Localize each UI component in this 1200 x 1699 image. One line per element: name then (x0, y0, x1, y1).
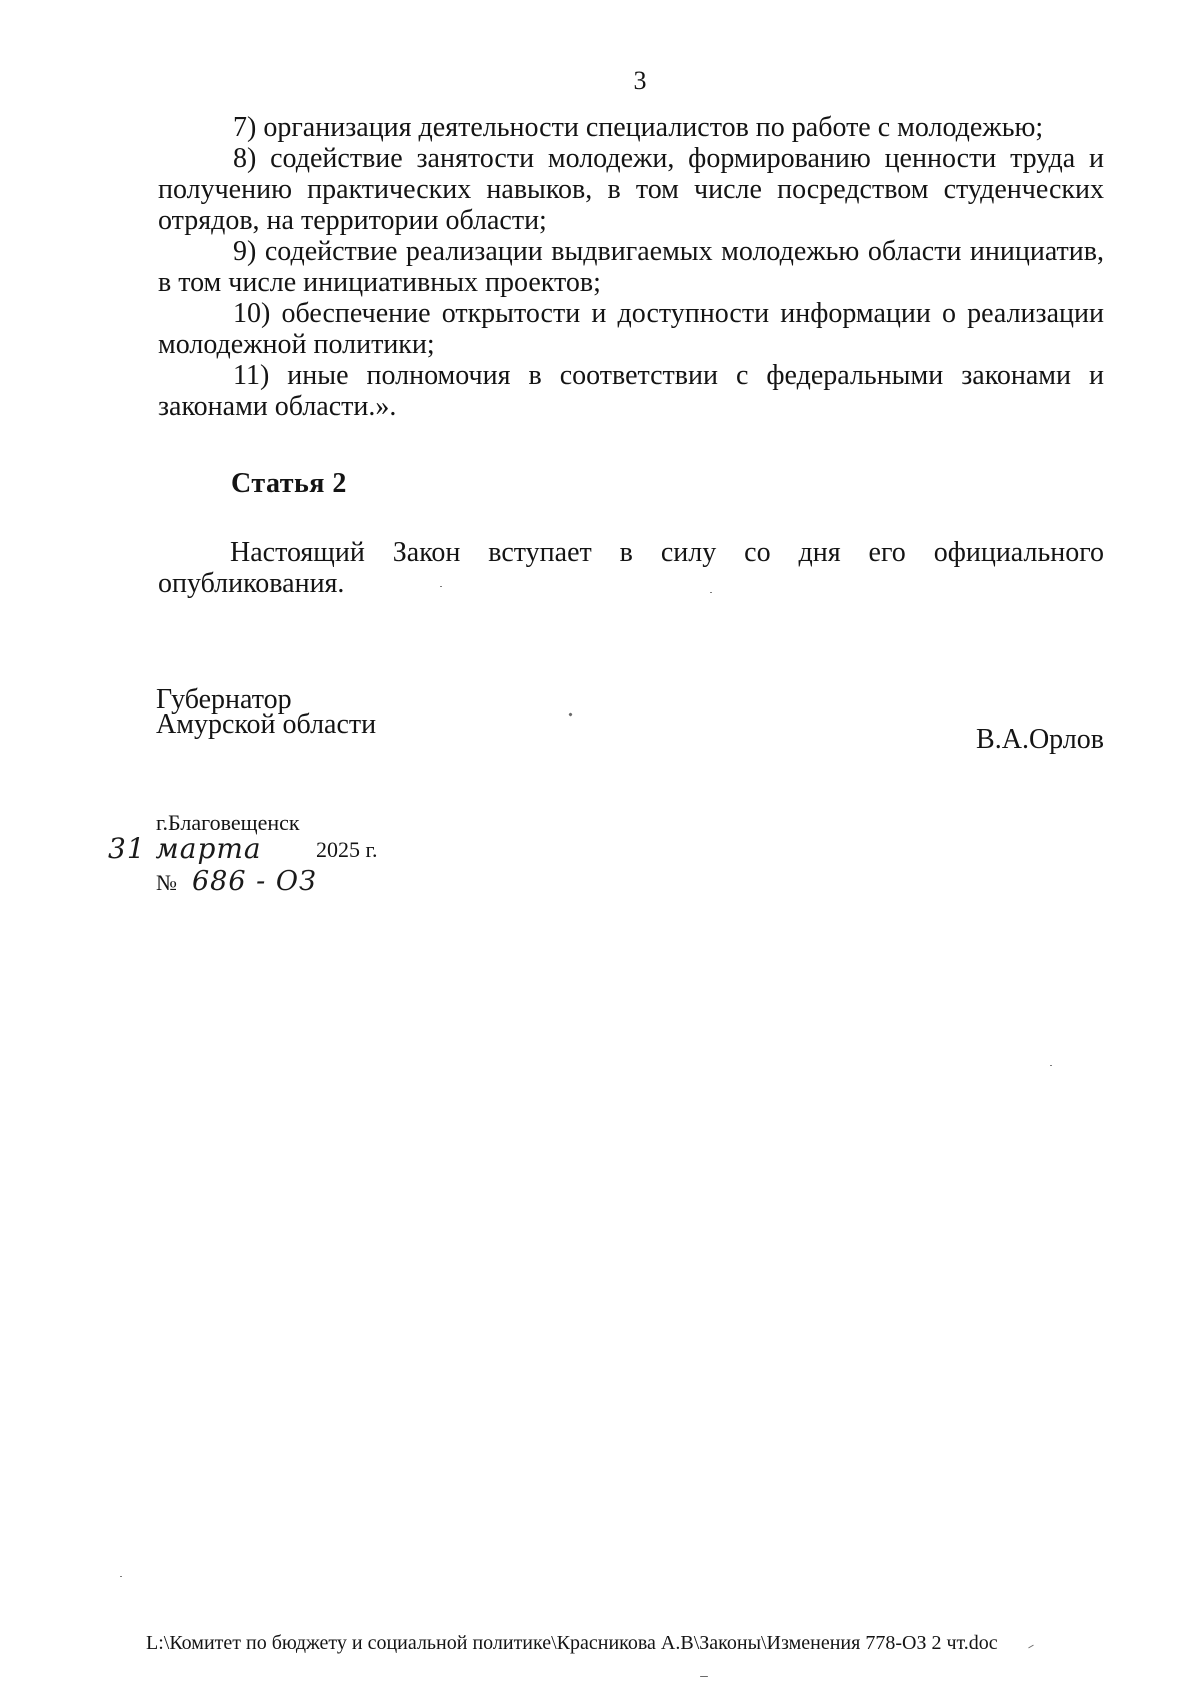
list-item-10: 10) обеспечение открытости и доступности информации о реализации молодежной политики; (158, 298, 1104, 360)
list-item-8: 8) содействие занятости молодежи, формированию ценности труда и получению практических навыков, в том числе посредством студенческих отрядов, на территории области; (158, 143, 1104, 236)
scan-speck (568, 712, 572, 716)
signatory-name: В.А.Орлов (976, 724, 1104, 755)
article-text: Настоящий Закон вступает в силу со дня его официального опубликования. (158, 537, 1104, 599)
issuance-place: г.Благовещенск (156, 810, 300, 835)
signatory-title-line1: Губернатор (156, 684, 292, 715)
signatory-title (156, 684, 377, 740)
article-heading: Статья 2 (231, 468, 347, 499)
law-number (156, 866, 356, 902)
file-path-footer: L:\Комитет по бюджету и социальной политике\Красникова А.В\Законы\Изменения 778-ОЗ 2 чт.doc (146, 1632, 998, 1654)
scan-speck (1028, 1645, 1034, 1649)
list-item-11: 11) иные полномочия в соответствии с федеральными законами и законами области.». (158, 360, 1104, 422)
page-number: 3 (633, 66, 647, 95)
handwritten-number: 686 - ОЗ (192, 866, 317, 897)
issuance-year: 2025 г. (316, 837, 378, 862)
powers-list (158, 112, 1104, 422)
scan-speck (700, 1676, 708, 1677)
scan-speck (710, 592, 712, 593)
scan-speck (120, 1576, 122, 1577)
number-sign: № (156, 870, 177, 895)
signatory-title-line2: Амурской области (156, 709, 377, 740)
scan-speck (1050, 1065, 1052, 1066)
list-item-7: 7) организация деятельности специалистов по работе с молодежью; (233, 112, 1044, 143)
issuance-date (108, 832, 408, 868)
list-item-9: 9) содействие реализации выдвигаемых молодежью области инициатив, в том числе инициативных проектов; (158, 236, 1104, 298)
handwritten-date: 31 марта (108, 832, 262, 865)
scan-speck (440, 586, 442, 587)
